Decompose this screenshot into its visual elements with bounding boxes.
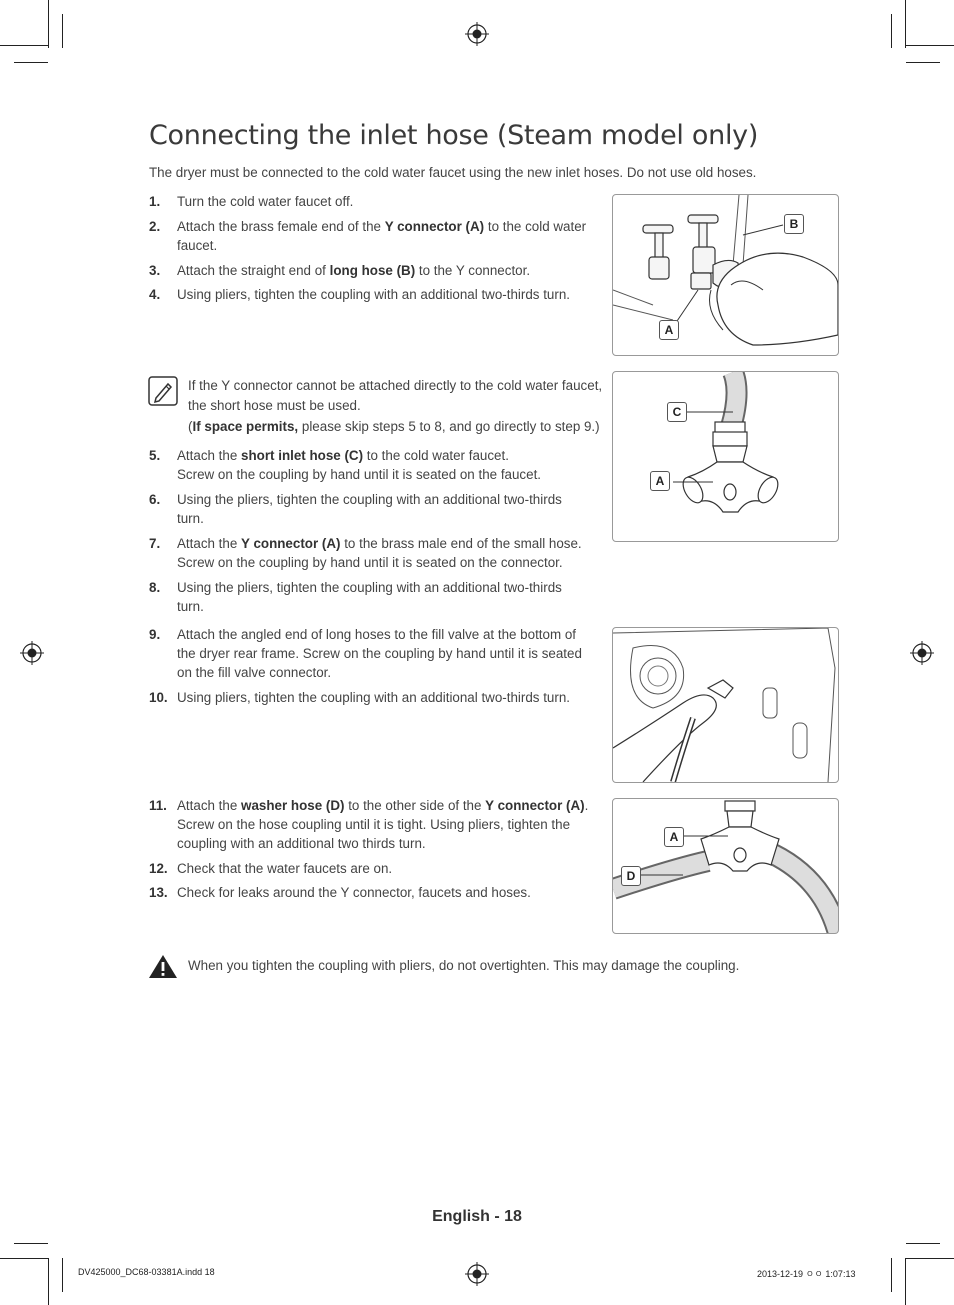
list-item: 8. Using the pliers, tighten the coupling with an additional two-thirds turn. xyxy=(149,580,562,614)
list-item: 4. Using pliers, tighten the coupling with an additional two-thirds turn. xyxy=(149,287,571,302)
list-item: 10. Using pliers, tighten the coupling with an additional two-thirds turn. xyxy=(149,690,571,705)
figure-label-a: A xyxy=(659,320,679,340)
page-title: Connecting the inlet hose (Steam model only) xyxy=(149,120,759,151)
warning-text: When you tighten the coupling with pliers, do not overtighten. This may damage the coupling. xyxy=(188,958,740,973)
figure-label-a: A xyxy=(664,827,684,847)
list-item: 2. Attach the brass female end of the Y connector (A) to the cold water faucet. xyxy=(149,219,587,253)
intro-text: The dryer must be connected to the cold water faucet using the new inlet hoses. Do not use old hoses. xyxy=(149,165,757,180)
figure-label-b: B xyxy=(784,214,804,234)
list-item: 11. Attach the washer hose (D) to the other side of the Y connector (A). Screw on the hose coupling until it is tight. Using pliers, tighten the coupling with an additional two thirds turn. xyxy=(149,798,589,851)
slug-timestamp: 2013-12-19 ㅇㅇ 1:07:13 xyxy=(757,1269,856,1279)
faucet-illustration xyxy=(613,195,838,355)
figure-faucet-y-connector xyxy=(612,194,839,356)
list-item: 3. Attach the straight end of long hose (B) to the Y connector. xyxy=(149,263,531,278)
figure-dryer-fill-valve xyxy=(612,627,839,783)
slug-filename: DV425000_DC68-03381A.indd 18 xyxy=(78,1267,215,1277)
list-item: 13. Check for leaks around the Y connector, faucets and hoses. xyxy=(149,885,531,900)
figure-short-hose xyxy=(612,371,839,542)
list-item: 9. Attach the angled end of long hoses to the fill valve at the bottom of the dryer rear frame. Screw on the coupling by hand until it is seated on the fill valve connector. xyxy=(149,627,582,680)
list-item: 5. Attach the short inlet hose (C) to the cold water faucet. Screw on the coupling by hand until it is seated on the faucet. xyxy=(149,448,542,482)
page-number: English - 18 xyxy=(432,1208,522,1225)
registration-mark-icon xyxy=(465,22,489,46)
registration-mark-icon xyxy=(910,641,934,665)
list-item: 1. Turn the cold water faucet off. xyxy=(149,194,354,209)
figure-label-d: D xyxy=(621,866,641,886)
note-text: If the Y connector cannot be attached directly to the cold water faucet, the short hose must be used. (If space permits, please skip steps 5 to 8, and go directly to step 9.) xyxy=(188,378,603,434)
figure-label-c: C xyxy=(667,402,687,422)
list-item: 7. Attach the Y connector (A) to the brass male end of the small hose. Screw on the coupling by hand until it is seated on the connector. xyxy=(149,536,582,570)
warning-triangle-icon xyxy=(148,953,178,979)
registration-mark-icon xyxy=(465,1262,489,1286)
figure-washer-hose xyxy=(612,798,839,934)
figure-label-a: A xyxy=(650,471,670,491)
note-pencil-icon xyxy=(148,376,178,406)
list-item: 6. Using the pliers, tighten the coupling with an additional two-thirds turn. xyxy=(149,492,562,526)
list-item: 12. Check that the water faucets are on. xyxy=(149,861,393,876)
registration-mark-icon xyxy=(20,641,44,665)
